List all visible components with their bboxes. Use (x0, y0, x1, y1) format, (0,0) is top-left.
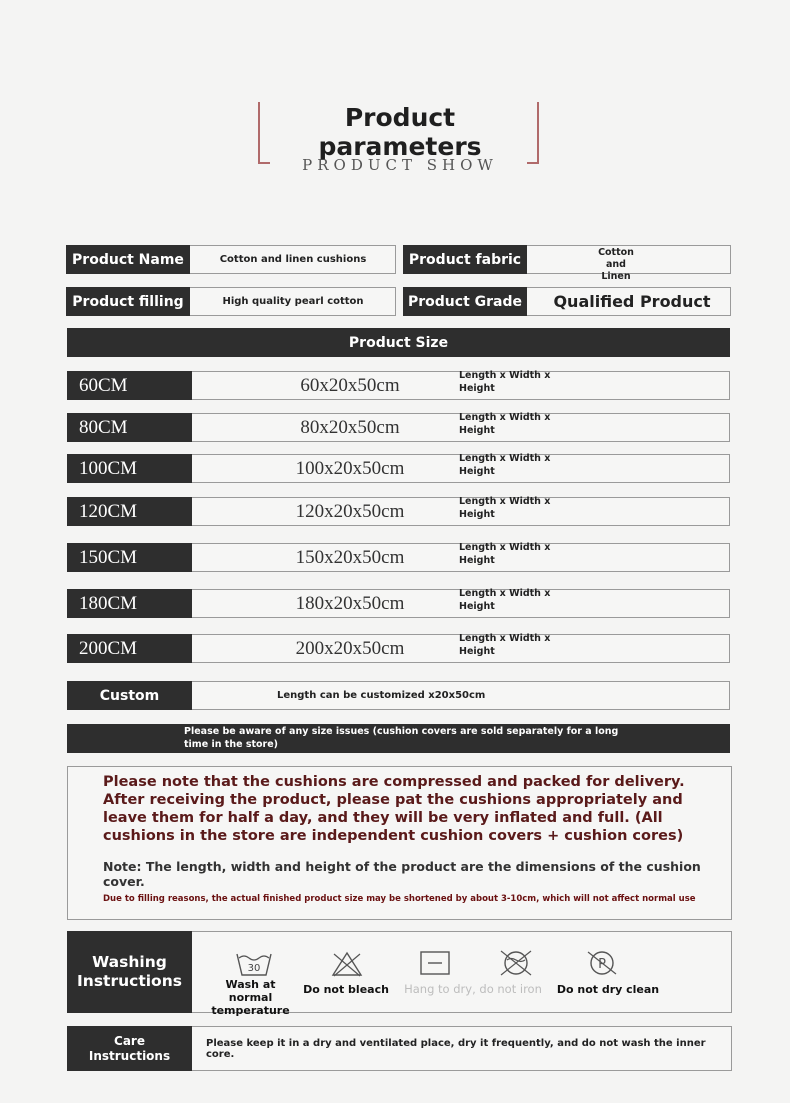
size-label: 120CM (67, 497, 192, 526)
param-label: Product Name (66, 245, 190, 274)
size-label: 80CM (67, 413, 192, 442)
size-label: 60CM (67, 371, 192, 400)
page-title: Product parameters (318, 103, 482, 161)
notice-main: Please note that the cushions are compressed and packed for delivery. After receiving the product, please pat the cushions appropriately and leave them for half a day, and they will be very inflated and full. (All cushions in the store are independent cushion covers + cushion cores) (103, 774, 685, 844)
size-value: 80x20x50cm (300, 417, 400, 438)
page-subtitle: PRODUCT SHOW (302, 156, 498, 174)
hang-dry-label: Hang to dry, do not iron (404, 982, 542, 996)
size-section-title: Product Size (67, 328, 730, 357)
size-note: Length x Width x Height (459, 412, 551, 436)
param-label: Product filling (66, 287, 190, 316)
wash-temperature-number: 30 (247, 963, 261, 974)
size-label: 150CM (67, 543, 192, 572)
param-value: Cotton and Linen (598, 247, 634, 282)
param-value: High quality pearl cotton (222, 296, 364, 307)
wash-30-icon (235, 950, 273, 978)
size-label: 200CM (67, 634, 192, 663)
no-tumble-dry-icon (498, 948, 534, 978)
param-label: Product fabric (403, 245, 527, 274)
size-warning-text: Please be aware of any size issues (cushion covers are sold separately for a long time in the store) (184, 726, 619, 750)
care-title: Care Instructions (67, 1026, 192, 1071)
size-note: Length x Width x Height (459, 370, 551, 394)
size-note: Length x Width x Height (459, 453, 551, 477)
size-note: Length x Width x Height (459, 496, 551, 520)
size-label: 100CM (67, 454, 192, 483)
custom-label: Custom (67, 681, 192, 710)
hang-dry-no-iron-icon (419, 950, 451, 976)
no-dry-clean-icon (584, 948, 620, 978)
size-note: Length x Width x Height (459, 633, 551, 657)
dry-clean-letter: P (598, 957, 606, 972)
notice-note: Note: The length, width and height of the product are the dimensions of the cushion cover. (103, 859, 701, 889)
notice-small: Due to filling reasons, the actual finished product size may be shortened by about 3-10cm, which will not affect normal use (103, 894, 696, 904)
no-bleach-label: Do not bleach (303, 983, 389, 996)
size-value: 200x20x50cm (295, 638, 405, 659)
size-value: 60x20x50cm (300, 375, 400, 396)
param-value: Cotton and linen cushions (219, 254, 367, 265)
custom-value: Length can be customized x20x50cm (277, 690, 486, 701)
wash-label: Wash at normal temperature (211, 978, 290, 1017)
no-bleach-icon (330, 950, 364, 978)
size-note: Length x Width x Height (459, 588, 551, 612)
no-dry-clean-label: Do not dry clean (556, 983, 660, 996)
size-value: 150x20x50cm (295, 547, 405, 568)
size-note: Length x Width x Height (459, 542, 551, 566)
size-label: 180CM (67, 589, 192, 618)
care-text: Please keep it in a dry and ventilated place, dry it frequently, and do not wash the inner core. (206, 1037, 706, 1060)
size-value: 120x20x50cm (295, 501, 405, 522)
washing-title: Washing Instructions (67, 931, 192, 1013)
param-label: Product Grade (403, 287, 527, 316)
size-value: 100x20x50cm (295, 458, 405, 479)
size-value: 180x20x50cm (295, 593, 405, 614)
param-value: Qualified Product (553, 292, 711, 311)
